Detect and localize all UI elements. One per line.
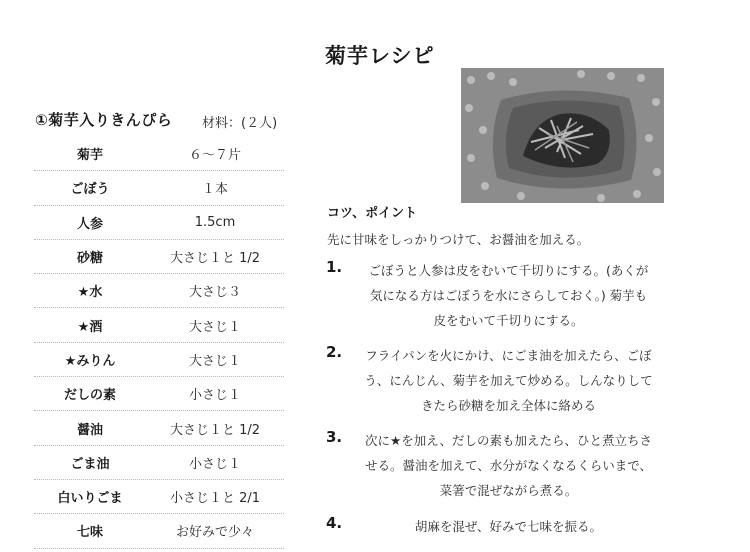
ingredient-row: [34, 308, 284, 342]
ingredient-row: [34, 240, 284, 274]
step-text: [356, 343, 661, 418]
ingredient-row: [34, 446, 284, 480]
ingredient-name: 醤油: [76, 422, 103, 438]
ingredient-name: 菊芋: [76, 148, 103, 164]
tips-text: 先に甘味をしっかりつけて、お醤油を加える。: [327, 232, 590, 247]
page-title: 菊芋レシピ: [325, 44, 435, 68]
dish-photo: [461, 68, 664, 203]
ingredient-amount: 大さじ１と 1/2: [169, 251, 261, 267]
tips-heading: コツ、ポイント: [327, 206, 418, 221]
recipe-heading: ①菊芋入りきんぴら: [35, 111, 173, 129]
step-line: せる。醤油を加えて、水分がなくなるくらいまで、: [364, 458, 652, 473]
step-number: 3.: [326, 428, 343, 446]
step-number: 4.: [326, 514, 343, 532]
step-1: [326, 258, 666, 333]
ingredient-amount: ６～７片: [188, 148, 241, 164]
ingredient-amount: 小さじ１と 2/1: [169, 491, 261, 507]
step-line: フライパンを火にかけ、にごま油を加えたら、ごぼ: [365, 348, 652, 363]
step-text: [356, 514, 661, 539]
step-line: 菜箸で混ぜながら煮る。: [439, 483, 578, 498]
step-text: [356, 428, 661, 503]
ingredient-table: [34, 137, 284, 549]
step-line: う、にんじん、菊芋を加えて炒める。しんなりして: [364, 373, 653, 388]
step-line: きたら砂糖を加え全体に絡める: [420, 398, 596, 413]
ingredient-row: [34, 274, 284, 308]
step-number: 1.: [326, 258, 343, 276]
ingredient-row: [34, 343, 284, 377]
step-line: 気になる方はごぼうを水にさらしておく。) 菊芋も: [369, 288, 648, 303]
step-line: 胡麻を混ぜ、好みで七味を振る。: [414, 519, 603, 534]
ingredient-row: [34, 377, 284, 411]
ingredient-row: [34, 480, 284, 514]
ingredient-name: だしの素: [63, 388, 116, 404]
ingredient-amount: 1.5cm: [194, 214, 236, 230]
step-text: [356, 258, 661, 333]
ingredient-row: [34, 171, 284, 205]
ingredient-name: ごま油: [70, 456, 110, 472]
ingredient-row: [34, 514, 284, 548]
ingredient-name: 人参: [76, 216, 103, 232]
ingredient-row: [34, 206, 284, 240]
step-line: 次に★を加え、だしの素も加えたら、ひと煮立ちさ: [365, 433, 652, 448]
step-line: ごぼうと人参は皮をむいて千切りにする。(あくが: [368, 263, 649, 278]
step-2: [326, 343, 666, 418]
ingredient-amount: 大さじ３: [188, 285, 241, 301]
ingredient-amount: お好みで少々: [175, 525, 254, 541]
ingredient-amount: 大さじ１と 1/2: [169, 422, 261, 438]
step-number: 2.: [326, 343, 343, 361]
ingredient-amount: 大さじ１: [188, 353, 241, 369]
step-4: [326, 514, 666, 539]
ingredient-name: ごぼう: [70, 182, 110, 198]
servings-label: 材料：(２人): [202, 116, 278, 131]
ingredient-row: [34, 411, 284, 445]
ingredient-name: ★みりん: [64, 353, 116, 369]
ingredient-row: [34, 137, 284, 171]
ingredient-name: 白いりごま: [57, 491, 123, 507]
ingredient-amount: 小さじ１: [188, 388, 241, 404]
step-line: 皮をむいて千切りにする。: [433, 313, 584, 328]
ingredient-name: 七味: [76, 525, 103, 541]
ingredient-name: ★水: [77, 285, 103, 301]
step-3: [326, 428, 666, 503]
ingredient-amount: 大さじ１: [188, 319, 241, 335]
ingredient-amount: １本: [201, 182, 228, 198]
ingredient-amount: 小さじ１: [188, 456, 241, 472]
ingredient-name: 砂糖: [76, 251, 103, 267]
ingredient-name: ★酒: [77, 319, 103, 335]
